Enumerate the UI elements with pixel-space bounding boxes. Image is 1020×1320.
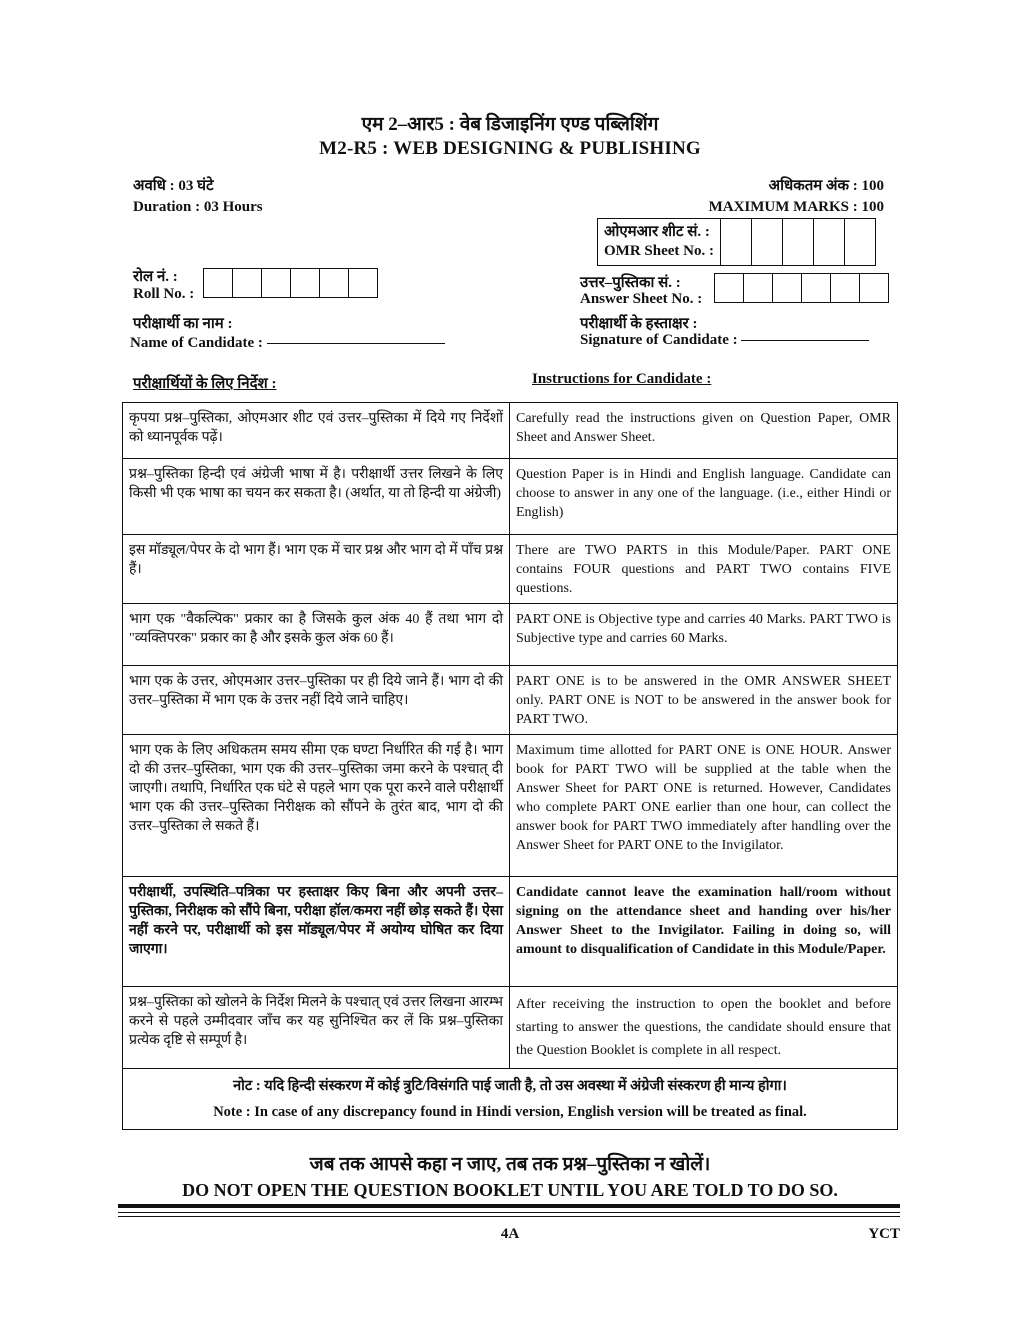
instruction-hindi: भाग एक "वैकल्पिक" प्रकार का है जिसके कुल अंक 40 हैं तथा भाग दो "व्यक्तिपरक" प्रकार का है और इसके कुल अंक 60 हैं। [123, 604, 510, 666]
instruction-english: Maximum time allotted for PART ONE is ONE HOUR. Answer book for PART TWO will be supplied at the table when the Answer Sheet for PART ONE is returned. However, Candidates who complete PART ONE earlier than one hour, can collect the answer book for PART TWO immediately after handling over the Answer Sheet for PART ONE to the Invigilator. [510, 735, 898, 877]
candidate-name-label-hindi: परीक्षार्थी का नाम : [133, 316, 233, 332]
instruction-english: Carefully read the instructions given on Question Paper, OMR Sheet and Answer Sheet. [510, 403, 898, 459]
instruction-hindi: कृपया प्रश्न–पुस्तिका, ओएमआर शीट एवं उत्तर–पुस्तिका में दिये गए निर्देशों को ध्यानपूर्वक पढ़ें। [123, 403, 510, 459]
paper-title-hindi: एम 2–आर5 : वेब डिजाइनिंग एण्ड पब्लिशिंग [361, 114, 659, 135]
answer-sheet-label-english: Answer Sheet No. : [580, 291, 703, 307]
roll-no-cell[interactable] [320, 269, 349, 297]
note-english: Note : In case of any discrepancy found in Hindi version, English version will be treated as final. [213, 1104, 807, 1120]
omr-cell[interactable] [721, 219, 752, 265]
instruction-row [123, 535, 898, 604]
instruction-hindi: परीक्षार्थी, उपस्थिति–पत्रिका पर हस्ताक्षर किए बिना और अपनी उत्तर–पुस्तिका, निरीक्षक को सौंपे बिना, परीक्षा हॉल/कमरा नहीं छोड़ सकते हैं। ऐसा नहीं करने पर, परीक्षार्थी को इस मॉड्यूल/पेपर में अयोग्य घोषित कर दिया जाएगा। [123, 877, 510, 987]
omr-cell[interactable] [845, 219, 875, 265]
answer-sheet-cell[interactable] [773, 274, 802, 302]
instructions-table [122, 402, 898, 1130]
footer-rule-thick [118, 1204, 900, 1208]
footer-rule-thin [118, 1212, 900, 1213]
roll-no-cell[interactable] [291, 269, 320, 297]
max-marks-english: MAXIMUM MARKS : 100 [708, 199, 884, 215]
instruction-row [123, 666, 898, 735]
note-cell [123, 1069, 898, 1130]
roll-no-boxes[interactable] [203, 268, 378, 298]
instruction-row [123, 459, 898, 535]
roll-no-cell[interactable] [349, 269, 377, 297]
instruction-english: PART ONE is Objective type and carries 40 Marks. PART TWO is Subjective type and carries 60 Marks. [510, 604, 898, 666]
answer-sheet-label-hindi: उत्तर–पुस्तिका सं. : [580, 275, 681, 291]
omr-sheet-cells[interactable] [721, 219, 875, 265]
instruction-hindi: भाग एक के लिए अधिकतम समय सीमा एक घण्टा निर्धारित की गई है। भाग दो की उत्तर–पुस्तिका, भाग एक की उत्तर–पुस्तिका जमा करने के पश्चात् दी जाएगी। तथापि, निर्धारित एक घंटे से पहले भाग एक पूरा करने वाले परीक्षार्थी भाग एक की उत्तर–पुस्तिका निरीक्षक को सौंपने के तुरंत बाद, भाग दो की उत्तर–पुस्तिका ले सकते हैं। [123, 735, 510, 877]
roll-no-cell[interactable] [204, 269, 233, 297]
omr-sheet-label-hindi: ओएमआर शीट सं. : [604, 224, 710, 240]
roll-no-label-hindi: रोल नं. : [133, 269, 178, 285]
omr-sheet-label [598, 219, 721, 265]
instruction-english: After receiving the instruction to open the booklet and before starting to answer the questions, the candidate should ensure that the Question Booklet is complete in all respect. [510, 987, 898, 1069]
signature-line[interactable] [741, 340, 869, 341]
signature-label-hindi: परीक्षार्थी के हस्ताक्षर : [580, 316, 698, 332]
note-row [123, 1069, 898, 1130]
answer-sheet-boxes[interactable] [714, 273, 889, 303]
omr-sheet-number-box[interactable] [597, 218, 876, 266]
instruction-hindi: प्रश्न–पुस्तिका हिन्दी एवं अंग्रेजी भाषा में है। परीक्षार्थी उत्तर लिखने के लिए किसी भी एक भाषा का चयन कर सकता है। (अर्थात, या तो हिन्दी या अंग्रेजी) [123, 459, 510, 535]
instruction-english: PART ONE is to be answered in the OMR ANSWER SHEET only. PART ONE is NOT to be answered in the answer book for PART TWO. [510, 666, 898, 735]
instructions-heading-hindi: परीक्षार्थियों के लिए निर्देश : [133, 376, 277, 392]
instruction-row [123, 987, 898, 1069]
duration-hindi: अवधि : 03 घंटे [133, 178, 214, 194]
duration-english: Duration : 03 Hours [133, 199, 263, 215]
max-marks-hindi: अधिकतम अंक : 100 [768, 178, 884, 194]
candidate-name-line[interactable] [267, 343, 445, 344]
omr-cell[interactable] [814, 219, 845, 265]
footer-rule-thin-2 [118, 1216, 900, 1217]
roll-no-cell[interactable] [233, 269, 262, 297]
answer-sheet-cell[interactable] [860, 274, 888, 302]
candidate-name-label-english: Name of Candidate : [130, 335, 263, 351]
instruction-hindi: इस मॉड्यूल/पेपर के दो भाग हैं। भाग एक में चार प्रश्न और भाग दो में पाँच प्रश्न हैं। [123, 535, 510, 604]
instruction-english: Candidate cannot leave the examination hall/room without signing on the attendance sheet and handing over his/her Answer Sheet to the Invigilator. Failing in doing so, will amount to disqualification of Candidate in this Module/Paper. [510, 877, 898, 987]
instruction-hindi: प्रश्न–पुस्तिका को खोलने के निर्देश मिलने के पश्चात् एवं उत्तर लिखना आरम्भ करने से पहले उम्मीदवार जाँच कर यह सुनिश्चित कर लें कि प्रश्न–पुस्तिका प्रत्येक दृष्टि से सम्पूर्ण है। [123, 987, 510, 1069]
answer-sheet-cell[interactable] [802, 274, 831, 302]
roll-no-cell[interactable] [262, 269, 291, 297]
answer-sheet-cell[interactable] [744, 274, 773, 302]
answer-sheet-cell[interactable] [715, 274, 744, 302]
signature-row [580, 332, 869, 349]
instruction-english: There are TWO PARTS in this Module/Paper. PART ONE contains FOUR questions and PART TWO contains FIVE questions. [510, 535, 898, 604]
candidate-name-row [130, 335, 445, 352]
instruction-row [123, 735, 898, 877]
answer-sheet-cell[interactable] [831, 274, 860, 302]
instruction-hindi: भाग एक के उत्तर, ओएमआर उत्तर–पुस्तिका पर ही दिये जाने हैं। भाग दो की उत्तर–पुस्तिका में भाग एक के उत्तर नहीं दिये जाने चाहिए। [123, 666, 510, 735]
instruction-row [123, 604, 898, 666]
omr-cell[interactable] [752, 219, 783, 265]
roll-no-label-english: Roll No. : [133, 286, 195, 302]
omr-sheet-label-english: OMR Sheet No. : [604, 243, 714, 259]
page-number: 4A [500, 1226, 520, 1242]
paper-title-english: M2-R5 : WEB DESIGNING & PUBLISHING [319, 138, 701, 159]
omr-cell[interactable] [783, 219, 814, 265]
signature-label-english: Signature of Candidate : [580, 332, 738, 348]
instructions-heading-english: Instructions for Candidate : [532, 371, 712, 387]
instruction-english: Question Paper is in Hindi and English language. Candidate can choose to answer in any one of the language. (i.e., either Hindi or English) [510, 459, 898, 535]
note-hindi: नोट : यदि हिन्दी संस्करण में कोई त्रुटि/विसंगति पाई जाती है, तो उस अवस्था में अंग्रेजी संस्करण ही मान्य होगा। [233, 1078, 787, 1094]
instruction-row [123, 403, 898, 459]
warning-hindi: जब तक आपसे कहा न जाए, तब तक प्रश्न–पुस्तिका न खोलें। [309, 1154, 711, 1175]
instruction-row [123, 877, 898, 987]
publisher-label: YCT [868, 1226, 900, 1242]
warning-english: DO NOT OPEN THE QUESTION BOOKLET UNTIL YOU ARE TOLD TO DO SO. [182, 1180, 838, 1200]
